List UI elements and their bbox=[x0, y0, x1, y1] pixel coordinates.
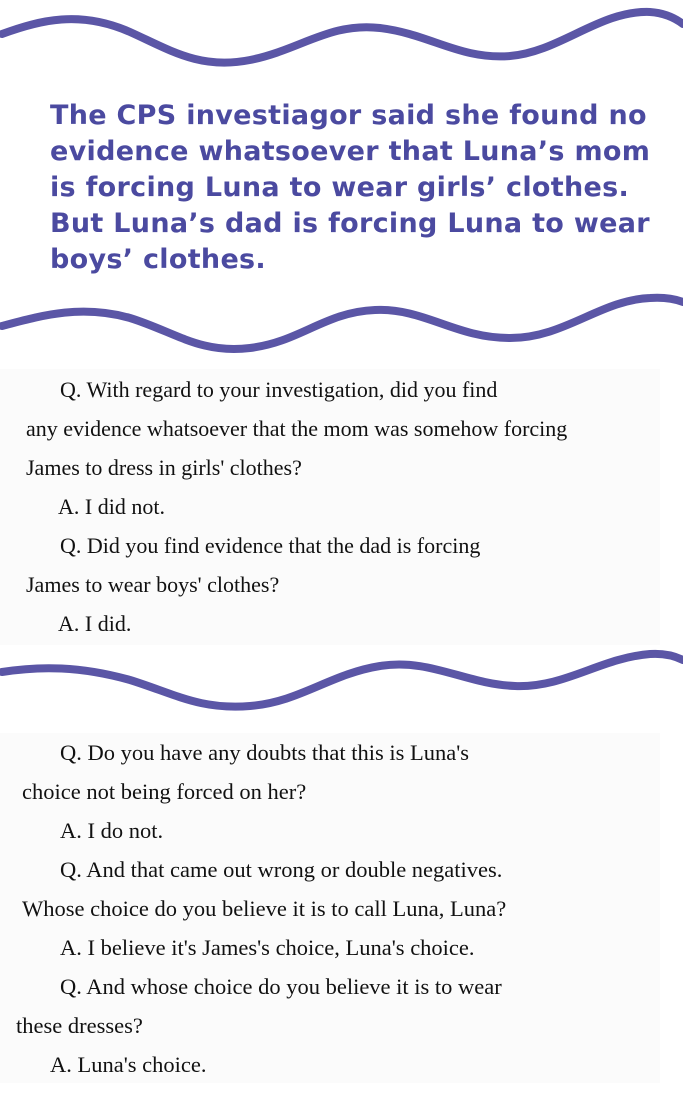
transcript-line: James to dress in girls' clothes? bbox=[26, 455, 302, 480]
caption-line: But Luna’s dad is forcing Luna to wear bbox=[50, 208, 650, 239]
transcript-line: A. I did not. bbox=[58, 494, 165, 519]
caption bbox=[50, 98, 650, 278]
transcript-line: Q. Do you have any doubts that this is Luna's bbox=[60, 740, 470, 765]
transcript-line: choice not being forced on her? bbox=[22, 779, 307, 804]
top-wave-divider bbox=[0, 0, 683, 90]
middle-wave-line-1 bbox=[2, 298, 683, 349]
transcript-line: A. I believe it's James's choice, Luna's choice. bbox=[60, 935, 475, 960]
transcript-line: Q. With regard to your investigation, did you find bbox=[60, 377, 498, 402]
transcript-panel-2 bbox=[0, 733, 660, 1083]
transcript-line: A. I did. bbox=[58, 611, 132, 636]
caption-line: evidence whatsoever that Luna’s mom bbox=[50, 136, 651, 167]
middle-wave-line-2 bbox=[2, 654, 683, 707]
transcript-line: Q. Did you find evidence that the dad is forcing bbox=[60, 533, 481, 558]
middle-wave-divider-1 bbox=[0, 282, 683, 372]
middle-wave-divider-2 bbox=[0, 636, 683, 726]
transcript-line: Q. And whose choice do you believe it is to wear bbox=[60, 974, 502, 999]
transcript-line: any evidence whatsoever that the mom was somehow forcing bbox=[26, 416, 568, 441]
transcript-line: these dresses? bbox=[16, 1013, 143, 1038]
transcript-panel-1 bbox=[0, 369, 660, 645]
top-wave-line bbox=[2, 12, 683, 63]
caption-line: boys’ clothes. bbox=[50, 244, 266, 275]
transcript-line: Q. And that came out wrong or double negatives. bbox=[60, 857, 503, 882]
caption-line: is forcing Luna to wear girls’ clothes. bbox=[50, 172, 630, 203]
transcript-line: James to wear boys' clothes? bbox=[26, 572, 280, 597]
transcript-line: A. I do not. bbox=[60, 818, 164, 843]
transcript-line: Whose choice do you believe it is to call Luna, Luna? bbox=[22, 896, 507, 921]
transcript-line: A. Luna's choice. bbox=[50, 1052, 207, 1077]
caption-line: The CPS investiagor said she found no bbox=[50, 100, 647, 131]
